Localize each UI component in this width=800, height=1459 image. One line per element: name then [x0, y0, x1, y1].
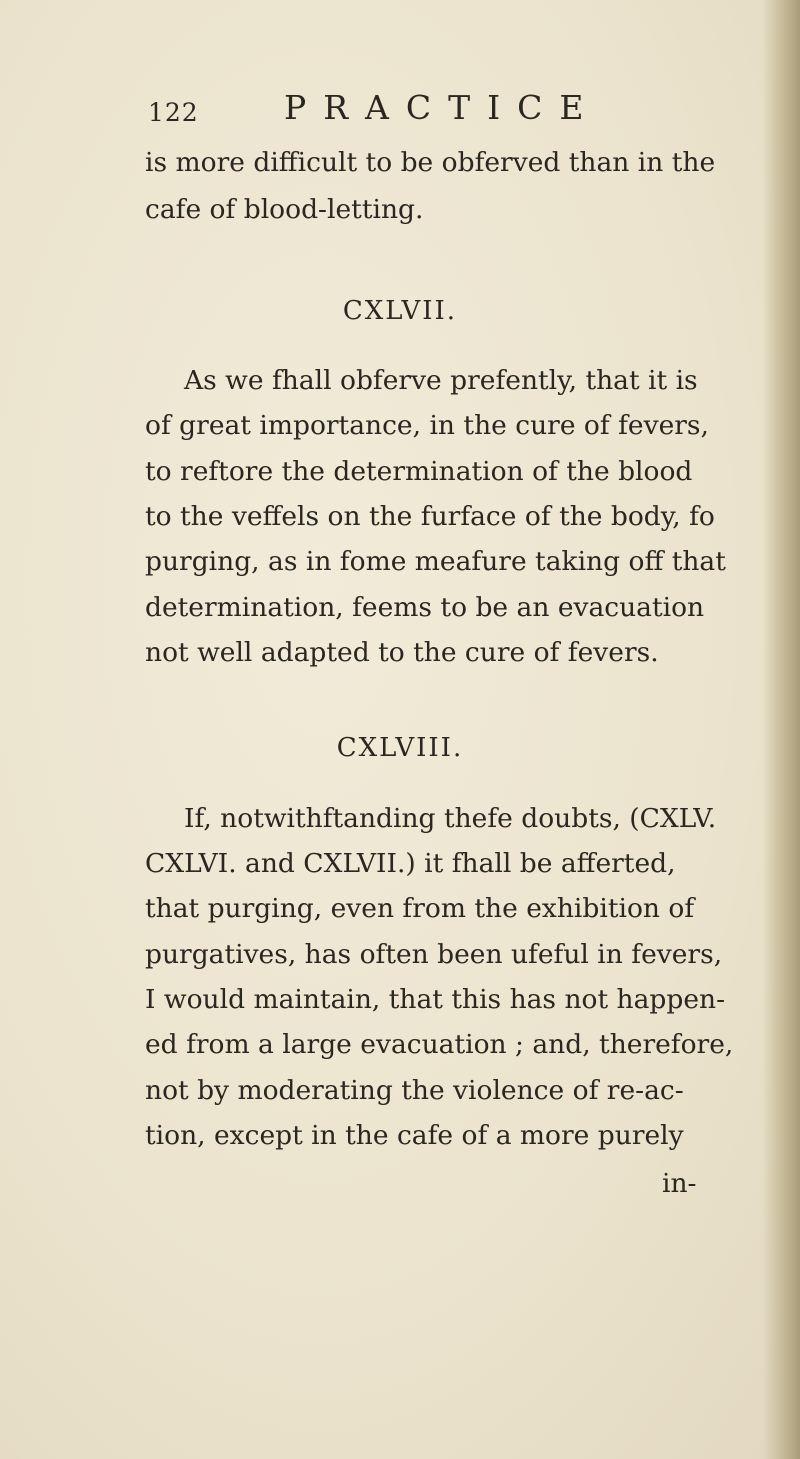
- page-number: 122: [148, 98, 199, 127]
- paragraph-line: CXLVI. and CXLVII.) it fhall be afferted,: [145, 848, 676, 879]
- page-header: [148, 88, 708, 138]
- continuation-line: cafe of blood-letting.: [145, 194, 424, 225]
- paragraph-line: to the veffels on the furface of the body, fo: [145, 501, 715, 532]
- paragraph-line: purgatives, has often been ufeful in fevers,: [145, 939, 723, 970]
- paragraph-line: that purging, even from the exhibition of: [145, 893, 695, 924]
- paragraph-line: I would maintain, that this has not happen-: [145, 984, 726, 1015]
- paragraph-line: determination, feems to be an evacuation: [145, 592, 705, 623]
- continuation-line: is more difficult to be obferved than in the: [145, 147, 716, 178]
- paragraph-line: not by moderating the violence of re-ac-: [145, 1075, 684, 1106]
- paragraph-line: If, notwithftanding thefe doubts, (CXLV.: [184, 803, 717, 834]
- paragraph-line: purging, as in fome meafure taking off that: [145, 546, 726, 577]
- page-edge-shadow: [762, 0, 800, 1459]
- catchword: in-: [662, 1168, 697, 1199]
- paragraph-line: not well adapted to the cure of fevers.: [145, 637, 659, 668]
- paragraph-line: ed from a large evacuation ; and, therefore,: [145, 1029, 734, 1060]
- paragraph-line: As we fhall obferve prefently, that it is: [184, 365, 698, 396]
- running-head: PRACTICE: [284, 88, 601, 127]
- paragraph-line: to reftore the determination of the blood: [145, 456, 693, 487]
- section-heading: CXLVII.: [342, 296, 458, 326]
- section-heading: CXLVIII.: [336, 733, 464, 763]
- paragraph-line: of great importance, in the cure of fevers,: [145, 410, 709, 441]
- paragraph-line: tion, except in the cafe of a more purely: [145, 1120, 684, 1151]
